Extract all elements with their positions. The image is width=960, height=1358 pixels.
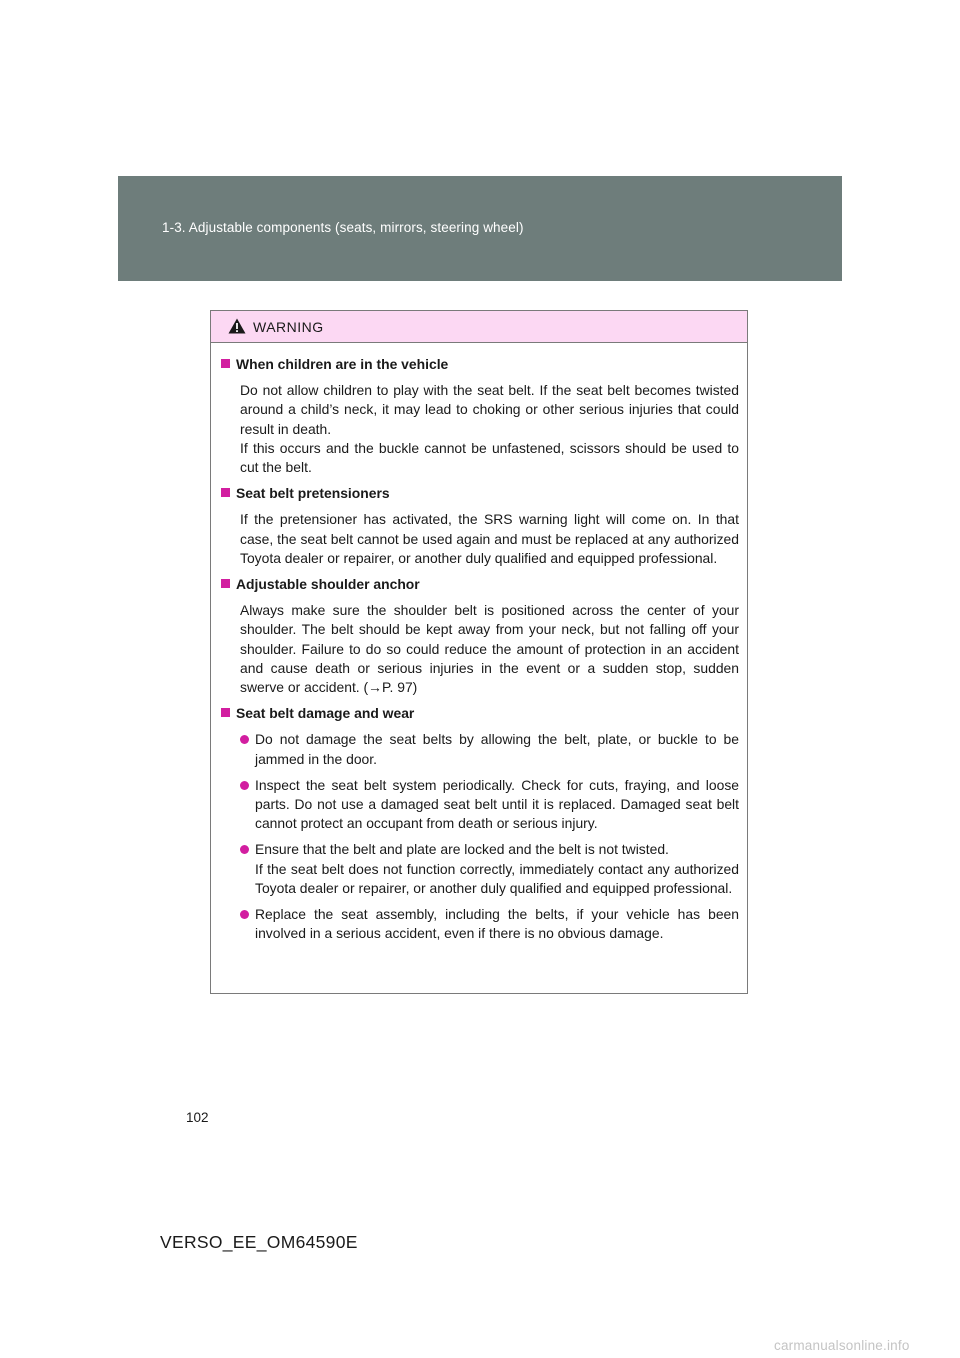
bullet-text [255, 730, 739, 768]
item-heading-text: When children are in the vehicle [236, 356, 449, 372]
square-bullet-icon [221, 579, 230, 588]
bullet-line: Inspect the seat belt system periodically. Check for cuts, fraying, and loose parts. Do not use a damaged seat belt until it is replaced. Damaged seat belt cannot protect an occupant from death or serious injury. [255, 776, 739, 832]
warning-item-damage-wear [221, 704, 739, 943]
warning-item-pretensioners [221, 484, 739, 568]
item-heading-text: Adjustable shoulder anchor [236, 576, 420, 593]
paragraph: If the pretensioner has activated, the SRS warning light will come on. In that case, the seat belt cannot be used again and must be replaced at any authorized Toyota dealer or repairer, or another duly qualified and equipped professional. [240, 511, 739, 566]
circle-bullet-icon [240, 910, 249, 919]
bullet-line: Ensure that the belt and plate are locked and the belt is not twisted. [255, 841, 669, 858]
paragraph: Do not allow children to play with the seat belt. If the seat belt becomes twisted around a child’s neck, it may lead to choking or other serious injuries that could result in death. [240, 382, 739, 437]
document-code: VERSO_EE_OM64590E [160, 1232, 358, 1252]
bullet-line: Replace the seat assembly, including the belts, if your vehicle has been involved in a serious accident, even if there is no obvious damage. [255, 906, 739, 942]
item-paragraphs [221, 510, 739, 568]
bullet-item [221, 730, 739, 768]
bullet-item [221, 840, 739, 898]
item-heading-text: Seat belt damage and wear [236, 705, 415, 722]
bullet-text [255, 905, 739, 943]
warning-item-shoulder-anchor [221, 575, 739, 697]
bullet-item [221, 905, 739, 943]
page-number: 102 [186, 1110, 209, 1125]
bullet-item [221, 776, 739, 834]
bullet-line: Do not damage the seat belts by allowing the belt, plate, or buckle to be jammed in the door. [255, 731, 739, 767]
bullet-text [255, 776, 739, 834]
item-paragraphs [221, 381, 739, 477]
item-heading [221, 575, 739, 594]
warning-triangle-icon [228, 318, 246, 334]
item-paragraphs [221, 601, 739, 697]
square-bullet-icon [221, 359, 230, 368]
warning-header [211, 311, 747, 343]
item-heading-text: Seat belt pretensioners [236, 485, 390, 502]
section-header-band [118, 176, 842, 281]
watermark: carmanualsonline.info [774, 1338, 910, 1353]
item-heading [221, 355, 739, 374]
bullet-line: If the seat belt does not function correctly, immediately contact any authorized Toyota dealer or repairer, or another duly qualified and equipped professional. [255, 860, 739, 896]
paragraph: If this occurs and the buckle cannot be unfastened, scissors should be used to cut the belt. [240, 439, 739, 476]
circle-bullet-icon [240, 845, 249, 854]
section-title: 1-3. Adjustable components (seats, mirrors, steering wheel) [162, 220, 524, 235]
warning-title: WARNING [253, 319, 324, 335]
item-heading [221, 484, 739, 503]
square-bullet-icon [221, 488, 230, 497]
warning-box [210, 310, 748, 994]
item-heading [221, 704, 739, 723]
bullet-text [255, 840, 739, 898]
paragraph: Always make sure the shoulder belt is positioned across the center of your shoulder. The belt should be kept away from your neck, but not falling off your shoulder. Failure to do so could reduce the amount of protection in an accident and cause death or serious injuries in the event or a sudden stop, sudden swerve or accident. (→P. 97) [240, 602, 739, 696]
circle-bullet-icon [240, 781, 249, 790]
circle-bullet-icon [240, 735, 249, 744]
warning-item-children [221, 355, 739, 477]
square-bullet-icon [221, 708, 230, 717]
warning-body [211, 343, 747, 943]
